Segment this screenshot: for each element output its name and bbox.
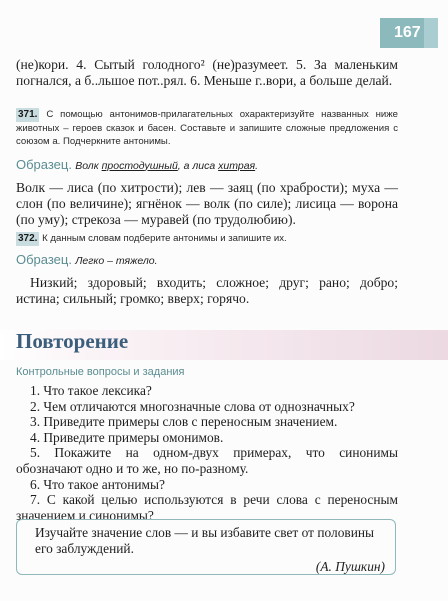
ex371-sample-label: Образец. <box>16 156 72 172</box>
question-item: 5. Покажите на одном-двух примерах, что синонимы обозначают одно и то же, но по-разному. <box>16 445 398 476</box>
page-number-stripe <box>424 18 438 48</box>
ex371-instruction: С помощью антонимов-прилагательных охарактеризуйте названных ниже животных – героев сказок и басен. Составьте и запишите сложные предложения с союзом а. Подчеркните антонимы. <box>16 109 398 147</box>
exercise-371 <box>16 108 398 228</box>
question-item: 7. С какой целью используются в речи слова с переносным значением и синонимы? <box>16 492 398 523</box>
ex371-instruction-line <box>16 108 398 149</box>
ex371-sample <box>16 157 398 172</box>
ex371-number: 371. <box>18 109 38 120</box>
ex372-instruction: К данным словам подберите антонимы и запишите их. <box>42 233 287 244</box>
ex372-sample-text: Легко – тяжело. <box>75 254 158 267</box>
exercise-372 <box>16 232 398 307</box>
question-item: 4. Приведите примеры омонимов. <box>30 429 224 445</box>
quote-box <box>16 519 396 575</box>
question-item: 3. Приведите примеры слов с переносным значением. <box>30 414 338 430</box>
question-list <box>16 383 398 523</box>
ex371-body: Волк — лиса (по хитрости); лев — заяц (по храбрости); муха — слон (по величине); ягнёнок — волк (по силе); лисица — ворона (по уму); стрекоза — муравей (по трудолюбию). <box>16 179 398 227</box>
page-number <box>380 18 438 48</box>
question-item: 1. Что такое лексика? <box>30 383 152 398</box>
control-questions-title: Контрольные вопросы и задания <box>16 366 185 378</box>
top-paragraph-block <box>16 57 398 89</box>
ex372-instruction-line <box>16 232 398 246</box>
ex372-sample-label: Образец. <box>16 251 72 267</box>
ex372-number: 372. <box>18 233 38 244</box>
question-item: 2. Чем отличаются многозначные слова от однозначных? <box>30 398 355 414</box>
ex372-body: Низкий; здоровый; входить; сложное; друг; рано; добро; истина; сильный; громко; вверх; горячо. <box>16 274 398 306</box>
ex371-sample-text: Волк простодушный, а лиса хитрая. <box>75 159 259 172</box>
top-paragraph: (не)кори. 4. Сытый голодного² (не)разумеет. 5. За маленьким погнался, а б..льшое пот..рял. 6. Меньше г..вори, а больше делай. <box>16 57 398 88</box>
section-title: Повторение <box>16 329 129 353</box>
quote-text: Изучайте значение слов — и вы избавите свет от половины его заблуждений. <box>35 525 375 556</box>
ex372-sample <box>16 252 398 267</box>
quote-author: (А. Пушкин) <box>315 559 385 574</box>
page-number-text: 167 <box>394 24 421 41</box>
question-item: 6. Что такое антонимы? <box>30 476 165 492</box>
